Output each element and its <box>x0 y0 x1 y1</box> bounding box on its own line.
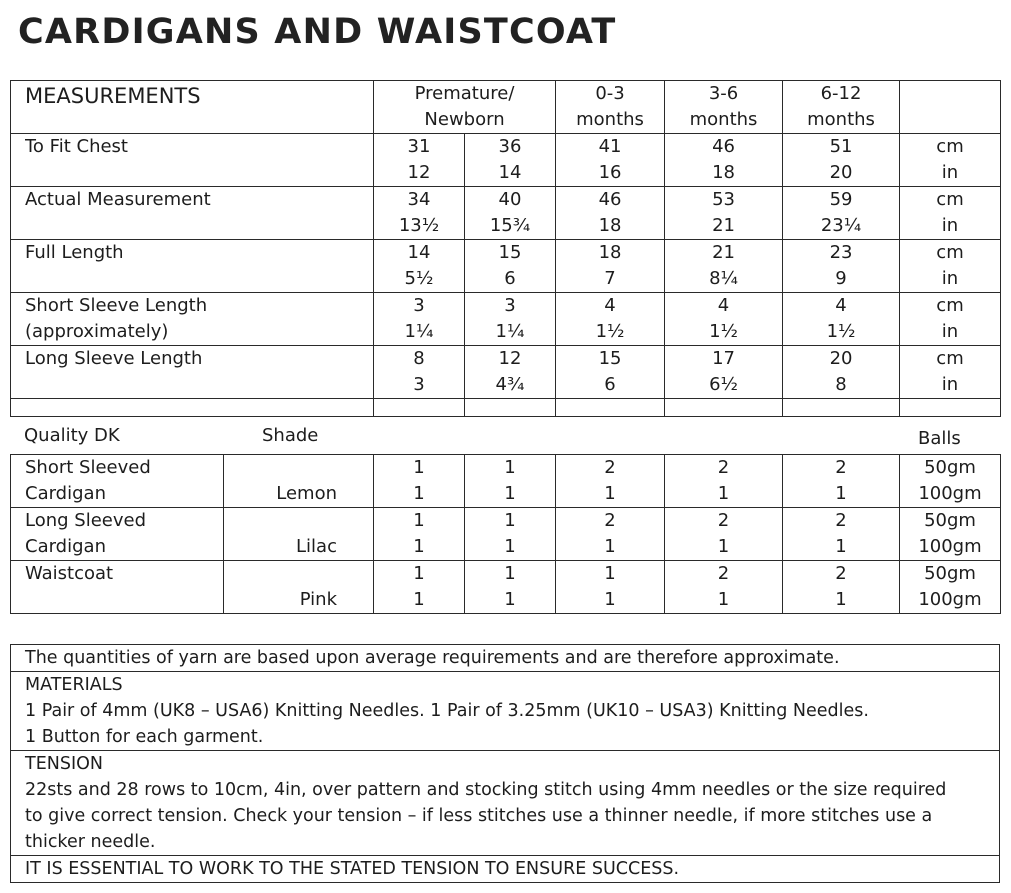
tension-line: 22sts and 28 rows to 10cm, 4in, over pattern and stocking stitch using 4mm needles or the size required <box>25 780 947 800</box>
balls-50gm: 2 <box>717 563 730 584</box>
unit-cm: cm <box>936 189 964 210</box>
inch-value: 12 <box>407 162 431 183</box>
measurement-cell <box>465 346 556 399</box>
column-header-newborn <box>374 81 556 134</box>
balls-100gm: 1 <box>504 536 516 557</box>
balls-50gm: 2 <box>835 457 847 478</box>
cm-value: 20 <box>829 348 853 369</box>
garment-name-line: Short Sleeved <box>25 457 151 478</box>
notes-table <box>10 644 1000 883</box>
cm-value: 36 <box>498 136 522 157</box>
balls-50gm: 2 <box>604 457 616 478</box>
cm-value: 4 <box>717 295 730 316</box>
measurement-label <box>11 134 374 187</box>
row-label-line: Long Sleeve Length <box>25 348 203 369</box>
cm-value: 40 <box>498 189 522 210</box>
cm-value: 3 <box>504 295 516 316</box>
inch-value: 1½ <box>709 321 738 342</box>
tension-heading: TENSION <box>25 754 103 774</box>
balls-50gm: 2 <box>835 510 847 531</box>
measurements-table <box>10 80 1001 417</box>
essential-note <box>11 856 1000 883</box>
measurements-spacer-row <box>11 399 1001 417</box>
materials-line: 1 Pair of 4mm (UK8 – USA6) Knitting Needles. 1 Pair of 3.25mm (UK10 – USA3) Knitting Needles. <box>25 701 869 721</box>
unit-cm: cm <box>936 136 964 157</box>
inch-value: 6 <box>504 268 516 289</box>
ball-count-cell <box>374 455 465 508</box>
inch-value: 18 <box>598 215 622 236</box>
inch-value: 8 <box>835 374 847 395</box>
measurement-row <box>11 293 1001 346</box>
balls-100gm: 1 <box>413 483 425 504</box>
balls-50gm: 1 <box>504 563 516 584</box>
cm-value: 15 <box>598 348 622 369</box>
yarn-table <box>10 454 1001 614</box>
balls-50gm: 1 <box>504 457 516 478</box>
inch-value: 20 <box>829 162 853 183</box>
garment-name-line: Long Sleeved <box>25 510 147 531</box>
measurement-cell <box>783 293 900 346</box>
ball-count-cell <box>665 455 783 508</box>
balls-100gm: 1 <box>413 589 425 610</box>
garment-name <box>11 508 224 561</box>
ball-count-cell <box>783 561 900 614</box>
balls-50gm: 1 <box>504 510 516 531</box>
row-label-line: Short Sleeve Length <box>25 295 208 316</box>
notes-row <box>11 856 1000 883</box>
notes-row <box>11 672 1000 751</box>
quantities-text: The quantities of yarn are based upon average requirements and are therefore approximate. <box>25 648 840 668</box>
cm-value: 46 <box>712 136 735 157</box>
column-header-line: months <box>576 109 644 130</box>
measurement-cell <box>665 346 783 399</box>
balls-50gm: 1 <box>604 563 616 584</box>
unit-cm: cm <box>936 242 964 263</box>
inch-value: 1¼ <box>495 321 525 342</box>
tension-line: thicker needle. <box>25 832 156 852</box>
unit-header-cell <box>900 81 1001 134</box>
shade-name: Lemon <box>276 483 337 504</box>
cm-value: 12 <box>498 348 522 369</box>
balls-100gm: 1 <box>604 589 616 610</box>
cm-value: 4 <box>835 295 847 316</box>
measurement-cell <box>374 346 465 399</box>
yarn-row <box>11 455 1001 508</box>
unit-cm: cm <box>936 295 964 316</box>
ball-count-cell <box>665 508 783 561</box>
measurement-row <box>11 134 1001 187</box>
inch-value: 4¾ <box>495 374 525 395</box>
inch-value: 1¼ <box>404 321 434 342</box>
cm-value: 46 <box>598 189 622 210</box>
unit-in: in <box>941 162 959 183</box>
yarn-row <box>11 561 1001 614</box>
tension-line: to give correct tension. Check your tension – if less stitches use a thinner needle, if more stitches use a <box>25 806 933 826</box>
balls-50gm: 1 <box>413 510 425 531</box>
ball-count-cell <box>556 508 665 561</box>
essential-text: IT IS ESSENTIAL TO WORK TO THE STATED TENSION TO ENSURE SUCCESS. <box>25 859 680 879</box>
inch-value: 9 <box>835 268 847 289</box>
cm-value: 53 <box>712 189 735 210</box>
cm-value: 59 <box>829 189 853 210</box>
row-label-line: Actual Measurement <box>25 189 211 210</box>
ball-count-cell <box>556 561 665 614</box>
garment-name-line: Cardigan <box>25 536 106 557</box>
row-label-line <box>25 160 373 186</box>
measurement-cell <box>374 293 465 346</box>
shade-name: Lilac <box>296 536 337 557</box>
unit-cell <box>900 187 1001 240</box>
inch-value: 15¾ <box>489 215 531 236</box>
measurement-cell <box>556 346 665 399</box>
column-header-6-12 <box>783 81 900 134</box>
unit-in: in <box>941 321 959 342</box>
weight-50gm: 50gm <box>924 510 976 531</box>
inch-value: 14 <box>498 162 522 183</box>
row-label-line <box>25 266 373 292</box>
cm-value: 23 <box>829 242 853 263</box>
unit-cell <box>900 240 1001 293</box>
ball-count-cell <box>556 455 665 508</box>
ball-weight-cell <box>900 508 1001 561</box>
inch-value: 6½ <box>709 374 738 395</box>
balls-50gm: 2 <box>717 510 730 531</box>
weight-100gm: 100gm <box>918 589 982 610</box>
weight-100gm: 100gm <box>918 536 982 557</box>
garment-name <box>11 561 224 614</box>
unit-in: in <box>941 268 959 289</box>
yarn-row <box>11 508 1001 561</box>
inch-value: 6 <box>604 374 616 395</box>
measurement-cell <box>556 134 665 187</box>
column-header-line: Premature/ <box>414 83 515 104</box>
weight-50gm: 50gm <box>924 563 976 584</box>
garment-name-line: Waistcoat <box>25 563 114 584</box>
page-title: CARDIGANS AND WAISTCOAT <box>18 12 617 52</box>
cm-value: 41 <box>598 136 622 157</box>
unit-in: in <box>941 374 959 395</box>
quantities-note <box>11 645 1000 672</box>
column-header-line: 6-12 <box>820 83 862 104</box>
notes-row <box>11 751 1000 856</box>
unit-cm: cm <box>936 348 964 369</box>
balls-100gm: 1 <box>717 483 730 504</box>
column-header-line: Newborn <box>424 109 505 130</box>
measurement-cell <box>465 293 556 346</box>
measurement-cell <box>665 134 783 187</box>
measurement-cell <box>665 187 783 240</box>
balls-label: Balls <box>918 428 961 449</box>
balls-50gm: 1 <box>413 563 425 584</box>
measurement-label <box>11 240 374 293</box>
measurement-cell <box>556 240 665 293</box>
unit-cell <box>900 346 1001 399</box>
cm-value: 34 <box>407 189 431 210</box>
balls-50gm: 2 <box>717 457 730 478</box>
measurement-row <box>11 240 1001 293</box>
balls-50gm: 1 <box>413 457 425 478</box>
column-header-line: 0-3 <box>595 83 625 104</box>
weight-100gm: 100gm <box>918 483 982 504</box>
ball-count-cell <box>783 508 900 561</box>
inch-value: 16 <box>598 162 622 183</box>
inch-value: 3 <box>413 374 425 395</box>
balls-100gm: 1 <box>835 536 847 557</box>
ball-count-cell <box>374 508 465 561</box>
balls-100gm: 1 <box>717 536 730 557</box>
shade-cell <box>224 455 374 508</box>
shade-cell <box>224 508 374 561</box>
inch-value: 5½ <box>404 268 434 289</box>
ball-count-cell <box>465 508 556 561</box>
cm-value: 18 <box>598 242 622 263</box>
measurement-cell <box>665 293 783 346</box>
measurement-row <box>11 346 1001 399</box>
measurement-cell <box>465 134 556 187</box>
measurements-header-row <box>11 81 1001 134</box>
shade-cell <box>224 561 374 614</box>
balls-100gm: 1 <box>604 483 616 504</box>
ball-weight-cell <box>900 455 1001 508</box>
measurement-label <box>11 346 374 399</box>
ball-count-cell <box>374 561 465 614</box>
inch-value: 21 <box>712 215 735 236</box>
inch-value: 1½ <box>826 321 856 342</box>
column-header-line: months <box>689 109 758 130</box>
ball-count-cell <box>665 561 783 614</box>
measurement-cell <box>374 134 465 187</box>
notes-row <box>11 645 1000 672</box>
inch-value: 18 <box>712 162 735 183</box>
balls-100gm: 1 <box>835 483 847 504</box>
cm-value: 14 <box>407 242 431 263</box>
shade-label: Shade <box>262 425 319 446</box>
balls-50gm: 2 <box>604 510 616 531</box>
balls-100gm: 1 <box>717 589 730 610</box>
measurement-cell <box>783 240 900 293</box>
measurement-label <box>11 187 374 240</box>
balls-100gm: 1 <box>835 589 847 610</box>
measurement-cell <box>465 240 556 293</box>
inch-value: 1½ <box>595 321 625 342</box>
cm-value: 17 <box>712 348 735 369</box>
unit-in: in <box>941 215 959 236</box>
materials-section <box>11 672 1000 751</box>
row-label-line <box>25 213 373 239</box>
ball-count-cell <box>465 455 556 508</box>
unit-cell <box>900 134 1001 187</box>
balls-100gm: 1 <box>604 536 616 557</box>
garment-name <box>11 455 224 508</box>
measurement-cell <box>783 346 900 399</box>
balls-100gm: 1 <box>504 483 516 504</box>
cm-value: 4 <box>604 295 616 316</box>
measurement-cell <box>374 187 465 240</box>
ball-weight-cell <box>900 561 1001 614</box>
ball-count-cell <box>465 561 556 614</box>
measurement-cell <box>783 134 900 187</box>
materials-heading: MATERIALS <box>25 675 123 695</box>
ball-count-cell <box>783 455 900 508</box>
cm-value: 21 <box>712 242 735 263</box>
measurement-cell <box>374 240 465 293</box>
inch-value: 13½ <box>398 215 440 236</box>
cm-value: 51 <box>829 136 853 157</box>
garment-name-line <box>25 587 223 613</box>
balls-50gm: 2 <box>835 563 847 584</box>
measurement-cell <box>465 187 556 240</box>
row-label-line: (approximately) <box>25 321 169 342</box>
row-label-line: Full Length <box>25 242 124 263</box>
measurement-cell <box>783 187 900 240</box>
measurement-cell <box>556 293 665 346</box>
weight-50gm: 50gm <box>924 457 976 478</box>
column-header-3-6 <box>665 81 783 134</box>
inch-value: 7 <box>604 268 616 289</box>
cm-value: 31 <box>407 136 431 157</box>
quality-label: Quality DK <box>24 425 120 446</box>
cm-value: 15 <box>498 242 522 263</box>
measurement-row <box>11 187 1001 240</box>
row-label-line <box>25 372 373 398</box>
balls-100gm: 1 <box>504 589 516 610</box>
balls-100gm: 1 <box>413 536 425 557</box>
measurement-cell <box>665 240 783 293</box>
column-header-0-3 <box>556 81 665 134</box>
materials-line: 1 Button for each garment. <box>25 727 264 747</box>
inch-value: 8¼ <box>709 268 738 289</box>
garment-name-line: Cardigan <box>25 483 106 504</box>
cm-value: 8 <box>413 348 425 369</box>
measurement-cell <box>556 187 665 240</box>
measurements-heading: MEASUREMENTS <box>11 81 374 134</box>
inch-value: 23¼ <box>820 215 862 236</box>
measurement-label <box>11 293 374 346</box>
cm-value: 3 <box>413 295 425 316</box>
column-header-line: months <box>807 109 875 130</box>
shade-name: Pink <box>299 589 337 610</box>
tension-section <box>11 751 1000 856</box>
unit-cell <box>900 293 1001 346</box>
column-header-line: 3-6 <box>708 83 739 104</box>
row-label-line: To Fit Chest <box>25 136 128 157</box>
